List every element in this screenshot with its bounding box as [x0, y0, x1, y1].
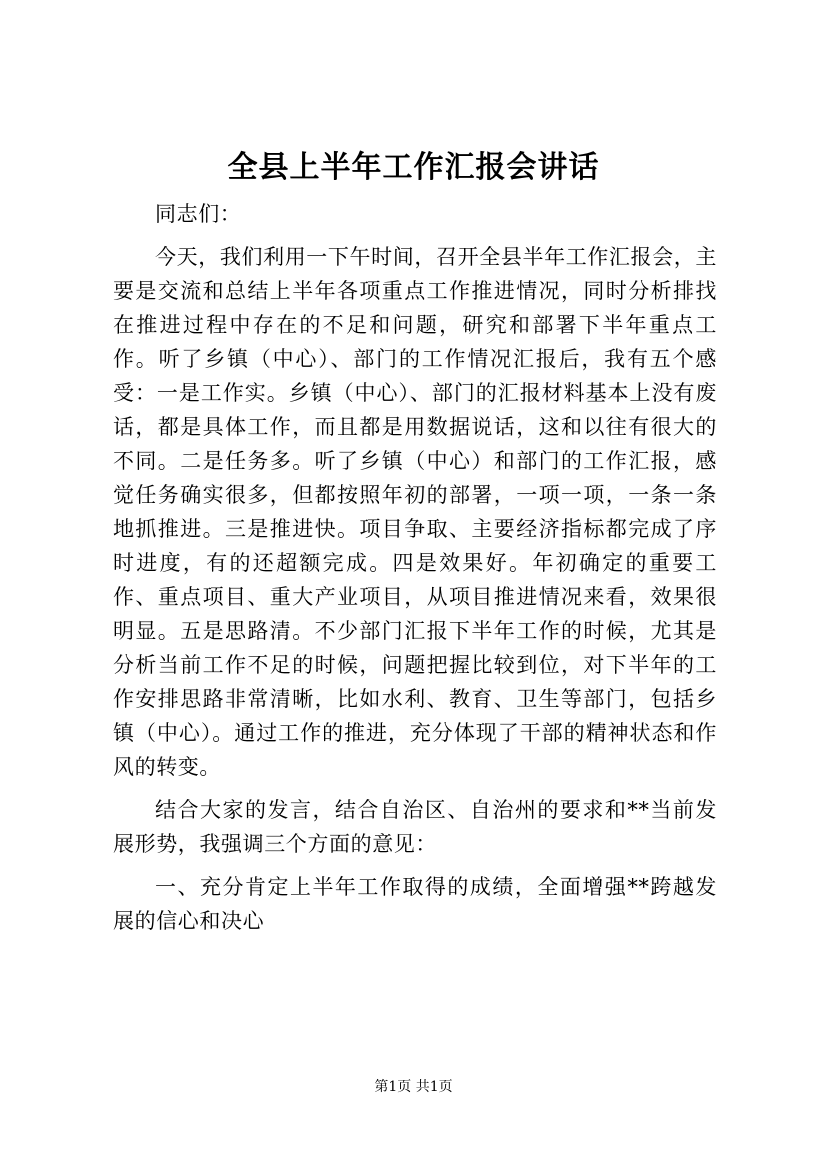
page-number-footer: 第1页 共1页: [374, 1079, 453, 1095]
document-body: [113, 197, 717, 938]
paragraph-transition: 结合大家的发言，结合自治区、自治州的要求和**当前发展形势，我强调三个方面的意见：: [113, 798, 717, 856]
paragraph-opening: 今天，我们利用一下午时间，召开全县半年工作汇报会，主要是交流和总结上半年各项重点工作推进情况，同时分析排找在推进过程中存在的不足和问题，研究和部署下半年重点工作。听了乡镇（中心）、部门的工作情况汇报后，我有五个感受：一是工作实。乡镇（中心）、部门的汇报材料基本上没有废话，都是具体工作，而且都是用数据说话，这和以往有很大的不同。二是任务多。听了乡镇（中心）和部门的工作汇报，感觉任务确实很多，但都按照年初的部署，一项一项，一条一条地抓推进。三是推进快。项目争取、主要经济指标都完成了序时进度，有的还超额完成。四是效果好。年初确定的重要工作、重点项目、重大产业项目，从项目推进情况来看，效果很明显。五是思路清。不少部门汇报下半年工作的时候，尤其是分析当前工作不足的时候，问题把握比较到位，对下半年的工作安排思路非常清晰，比如水利、教育、卫生等部门，包括乡镇（中心）。通过工作的推进，充分体现了干部的精神状态和作风的转变。: [113, 245, 717, 779]
salutation: 同志们：: [155, 202, 242, 226]
document-title: 全县上半年工作汇报会讲话: [227, 150, 600, 185]
paragraph-section-one-heading: 一、充分肯定上半年工作取得的成绩，全面增强**跨越发展的信心和决心: [113, 875, 717, 933]
